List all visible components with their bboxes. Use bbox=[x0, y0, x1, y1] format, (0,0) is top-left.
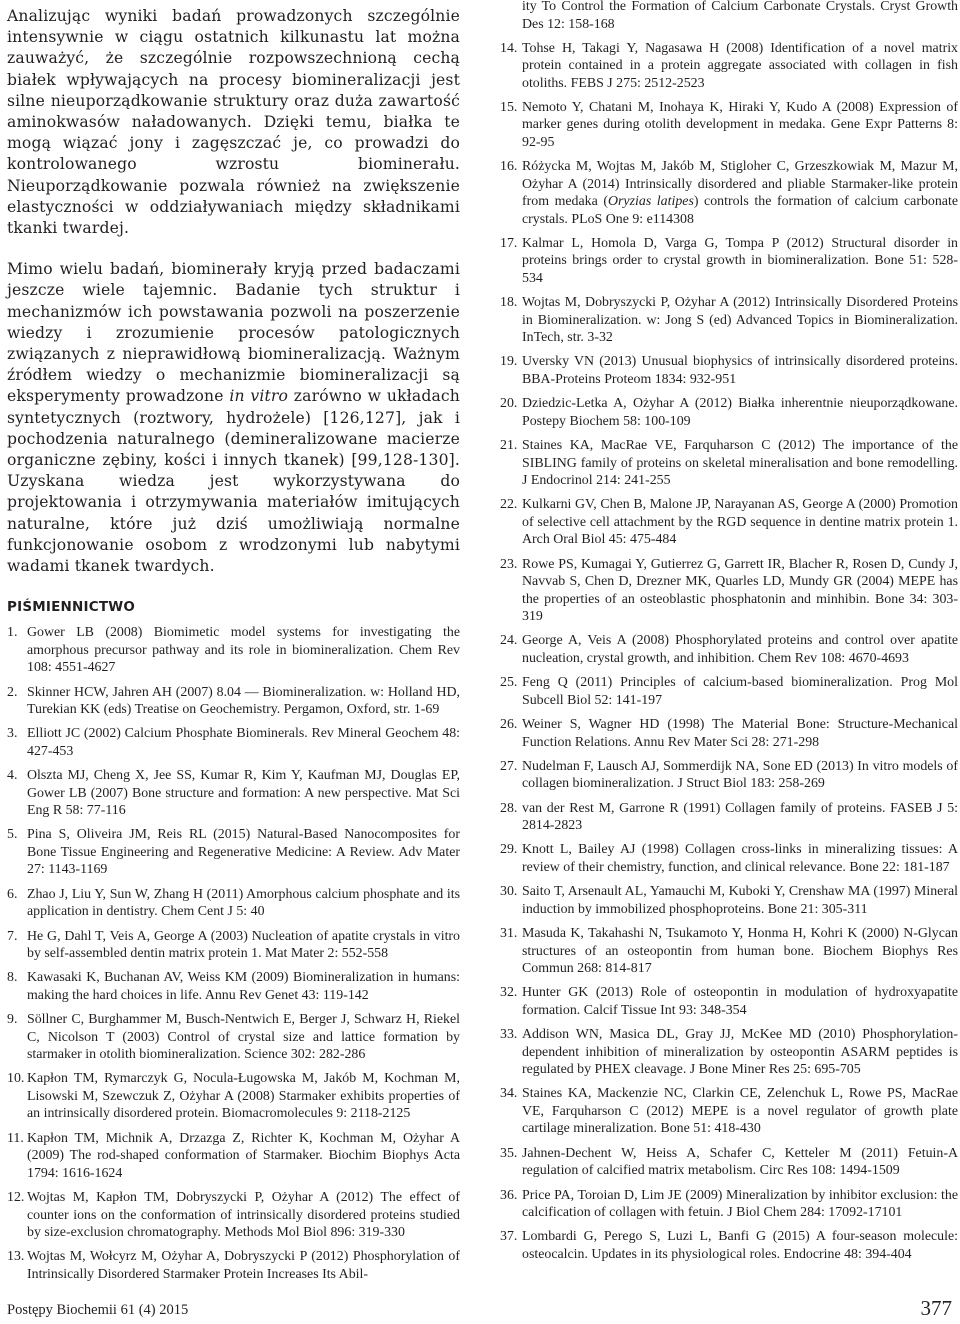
reference-number: 16. bbox=[500, 159, 518, 175]
reference-item bbox=[500, 40, 958, 93]
reference-text: Kawasaki K, Buchanan AV, Weiss KM (2009) Biomineralization in humans: making the hard choices in life. Annu Rev Genet 43: 119-142 bbox=[27, 970, 460, 1003]
reference-number: 10. bbox=[7, 1071, 25, 1087]
reference-item bbox=[500, 1085, 958, 1138]
reference-text: Wojtas M, Dobryszycki P, Ożyhar A (2012) Intrinsically Disordered Proteins in Biomineralization. w: Jong S (ed) Advanced Topics in Biomineralization. InTech, str. 3-32 bbox=[522, 295, 958, 346]
reference-item bbox=[500, 1145, 958, 1180]
reference-item bbox=[7, 624, 460, 677]
reference-text: Gower LB (2008) Biomimetic model systems for investigating the amorphous precursor pathway and its role in biomineralization. Chem Rev 108: 4551-4627 bbox=[27, 625, 460, 676]
reference-item bbox=[500, 674, 958, 709]
reference-text: Uversky VN (2013) Unusual biophysics of intrinsically disordered proteins. BBA-Proteins Proteom 1834: 932-951 bbox=[522, 354, 958, 387]
reference-text: Kapłon TM, Michnik A, Drzazga Z, Richter K, Kochman M, Ożyhar A (2009) The rod-shaped conformation of Starmaker. Biochim Biophys Acta 1794: 1616-1624 bbox=[27, 1130, 460, 1181]
reference-number: 33. bbox=[500, 1027, 518, 1043]
reference-number: 27. bbox=[500, 758, 518, 774]
reference-text: Pina S, Oliveira JM, Reis RL (2015) Natural-Based Nanocomposites for Bone Tissue Engineering and Regenerative Medicine: A Review. Adv Mater 27: 1143-1169 bbox=[27, 827, 460, 878]
reference-number: 24. bbox=[500, 633, 518, 649]
reference-text: Staines KA, MacRae VE, Farquharson C (2012) The importance of the SIBLING family of proteins on skeletal mineralisation and bone remodelling. J Endocrinol 214: 241-255 bbox=[522, 438, 958, 489]
reference-item bbox=[7, 684, 460, 719]
reference-item bbox=[7, 1011, 460, 1064]
reference-number: 3. bbox=[7, 726, 18, 742]
reference-number: 25. bbox=[500, 675, 518, 691]
reference-text: George A, Veis A (2008) Phosphorylated proteins and control over apatite nucleation, crystal growth, and inhibition. Chem Rev 108: 4670-4693 bbox=[522, 633, 958, 666]
reference-item bbox=[500, 984, 958, 1019]
reference-text: Saito T, Arsenault AL, Yamauchi M, Kuboki Y, Crenshaw MA (1997) Mineral induction by immobilized phosphoproteins. Bone 21: 305-311 bbox=[522, 884, 958, 917]
reference-text: Zhao J, Liu Y, Sun W, Zhang H (2011) Amorphous calcium phosphate and its application in dentistry. Chem Cent J 5: 40 bbox=[27, 886, 460, 920]
reference-number: 28. bbox=[500, 800, 518, 816]
reference-number: 23. bbox=[500, 556, 518, 572]
reference-text: Różycka M, Wojtas M, Jakób M, Stigloher C, Grzeszkowiak M, Mazur M, Ożyhar A (2014) Intrinsically disordered and pliable Starmaker-like protein from medaka (Oryzias latipes) controls the formation of calcium carbonate crystals. PLoS One 9: e114308 bbox=[522, 159, 958, 227]
reference-number: 18. bbox=[500, 295, 518, 311]
reference-number: 22. bbox=[500, 497, 518, 513]
reference-text: Lombardi G, Perego S, Luzi L, Banfi G (2015) A four-season molecule: osteocalcin. Updates in its physiological roles. Endocrine 48: 394-404 bbox=[522, 1229, 958, 1262]
reference-number: 2. bbox=[7, 684, 18, 700]
reference-item bbox=[7, 1130, 460, 1183]
reference-item bbox=[500, 883, 958, 918]
reference-text: He G, Dahl T, Veis A, George A (2003) Nucleation of apatite crystals in vitro by self-assembled dentin matrix protein 1. Mat Mater 2: 552-558 bbox=[27, 928, 460, 962]
reference-number: 8. bbox=[7, 970, 18, 986]
reference-text: Wojtas M, Wołcyrz M, Ożyhar A, Dobryszycki P (2012) Phosphorylation of Intrinsically Disordered Starmaker Protein Increases Its Abil- bbox=[27, 1249, 460, 1282]
reference-text: Wojtas M, Kapłon TM, Dobryszycki P, Ożyhar A (2012) The effect of counter ions on the conformation of intrinsically disordered proteins studied by size-exclusion chromatography. Methods Mol Biol 896: 319-330 bbox=[27, 1190, 460, 1241]
reference-text: Staines KA, Mackenzie NC, Clarkin CE, Zelenchuk L, Rowe PS, MacRae VE, Farquharson C (2012) MEPE is a novel regulator of growth plate cartilage mineralization. Bone 51: 418-430 bbox=[522, 1086, 958, 1137]
reference-text: Kulkarni GV, Chen B, Malone JP, Narayanan AS, George A (2000) Promotion of selective cell attachment by the RGD sequence in dentine matrix protein 1. Arch Oral Biol 45: 475-484 bbox=[522, 497, 958, 548]
reference-number: 17. bbox=[500, 235, 518, 251]
reference-text: Dziedzic-Letka A, Ożyhar A (2012) Białka inherentnie nieuporządkowane. Postepy Biochem 58: 100-109 bbox=[522, 396, 958, 429]
reference-text: Addison WN, Masica DL, Gray JJ, McKee MD (2010) Phosphorylation-dependent inhibition of mineralization by osteopontin ASARM peptides is regulated by PHEX cleavage. J Bone Miner Res 25: 695-705 bbox=[522, 1027, 958, 1078]
reference-item bbox=[500, 353, 958, 388]
reference-item bbox=[500, 556, 958, 626]
reference-item bbox=[500, 758, 958, 793]
reference-item bbox=[500, 235, 958, 288]
reference-number: 34. bbox=[500, 1086, 518, 1102]
reference-number: 30. bbox=[500, 884, 518, 900]
reference-number: 9. bbox=[7, 1012, 18, 1028]
reference-text: Masuda K, Takahashi N, Tsukamoto Y, Honma H, Kohri K (2000) N-Glycan structures of an osteopontin from human bone. Biochem Biophys Res Commun 268: 814-817 bbox=[522, 926, 958, 977]
right-column bbox=[500, 0, 958, 1270]
reference-item bbox=[7, 725, 460, 760]
reference-item bbox=[500, 395, 958, 430]
reference-continuation bbox=[500, 0, 958, 33]
reference-number: 36. bbox=[500, 1187, 518, 1203]
reference-item bbox=[500, 925, 958, 978]
reference-item bbox=[500, 437, 958, 490]
left-column bbox=[7, 0, 460, 1290]
reference-item bbox=[500, 841, 958, 876]
reference-item bbox=[7, 1189, 460, 1242]
reference-number: 31. bbox=[500, 926, 518, 942]
reference-number: 7. bbox=[7, 928, 18, 944]
reference-number: 19. bbox=[500, 354, 518, 370]
reference-item bbox=[500, 496, 958, 549]
reference-text: ity To Control the Formation of Calcium Carbonate Crystals. Cryst Growth Des 12: 158-168 bbox=[522, 0, 958, 32]
reference-number: 13. bbox=[7, 1249, 25, 1265]
reference-number: 11. bbox=[7, 1130, 24, 1146]
references-heading: PIŚMIENNICTWO bbox=[7, 599, 136, 616]
reference-text: Tohse H, Takagi Y, Nagasawa H (2008) Identification of a novel matrix protein contained in a protein aggregate associated with collagen in fish otoliths. FEBS J 275: 2512-2523 bbox=[522, 40, 958, 91]
reference-item bbox=[7, 1248, 460, 1283]
references-list-left bbox=[7, 624, 460, 1283]
reference-text: Nemoto Y, Chatani M, Inohaya K, Hiraki Y, Kudo A (2008) Expression of marker genes during otolith development in medaka. Gene Expr Patterns 8: 92-95 bbox=[522, 99, 958, 150]
references-list-right bbox=[500, 40, 958, 1264]
reference-number: 4. bbox=[7, 768, 18, 784]
reference-number: 26. bbox=[500, 717, 518, 733]
reference-text: Rowe PS, Kumagai Y, Gutierrez G, Garrett IR, Blacher R, Rosen D, Cundy J, Navvab S, Chen D, Drezner MK, Quarles LD, Mundy GR (2004) MEPE has the properties of an osteoblastic phosphatonin and minhibin. Bone 34: 303-319 bbox=[522, 556, 958, 625]
reference-item bbox=[500, 1187, 958, 1222]
reference-number: 21. bbox=[500, 438, 518, 454]
reference-text: Elliott JC (2002) Calcium Phosphate Biominerals. Rev Mineral Geochem 48: 427-453 bbox=[27, 726, 460, 759]
reference-number: 35. bbox=[500, 1145, 518, 1161]
reference-number: 15. bbox=[500, 99, 518, 115]
reference-number: 20. bbox=[500, 396, 518, 412]
reference-number: 29. bbox=[500, 842, 518, 858]
reference-text: Weiner S, Wagner HD (1998) The Material Bone: Structure-Mechanical Function Relations. Annu Rev Mater Sci 28: 271-298 bbox=[522, 717, 958, 750]
reference-text: Feng Q (2011) Principles of calcium-based biomineralization. Prog Mol Subcell Biol 52: 141-197 bbox=[522, 675, 958, 708]
reference-item bbox=[7, 767, 460, 820]
footer-journal: Postępy Biochemii 61 (4) 2015 bbox=[7, 1302, 189, 1318]
reference-text: Söllner C, Burghammer M, Busch-Nentwich E, Berger J, Schwarz H, Riekel C, Nicolson T (2003) Control of crystal size and lattice formation by starmaker in otolith biomineralization. Science 302: 282-286 bbox=[27, 1012, 460, 1063]
reference-item bbox=[500, 1228, 958, 1263]
reference-item bbox=[7, 1070, 460, 1123]
reference-text: Jahnen-Dechent W, Heiss A, Schafer C, Ketteler M (2011) Fetuin-A regulation of calcified matrix metabolism. Circ Res 108: 1494-1509 bbox=[522, 1145, 958, 1179]
reference-number: 6. bbox=[7, 886, 18, 902]
reference-item bbox=[7, 826, 460, 879]
reference-number: 12. bbox=[7, 1190, 25, 1206]
reference-item bbox=[500, 800, 958, 835]
reference-number: 14. bbox=[500, 40, 518, 56]
body-paragraph: Mimo wielu badań, biominerały kryją przed badaczami jeszcze wiele tajemnic. Badanie tych struktur i mechanizmów ich powstawania pozwoli na poszerzenie wiedzy i zrozumienie procesów patologicznych związanych z nieprawidłową biomineralizacją. Ważnym źródłem wiedzy o mechanizmie biomineralizacji są eksperymenty prowadzone in vitro zarówno w układach syntetycznych (roztwory, hydrożele) [126,127], jak i pochodzenia naturalnego (demineralizowane macierze organiczne zębiny, kości i innych tkanek) [99,128-130]. Uzyskana wiedza jest wykorzystywana do projektowania i otrzymywania materiałów imitujących naturalne, które już dziś umożliwiają normalne funkcjonowanie osobom z wrodzonymi lub nabytymi wadami tkanek twardych. bbox=[7, 260, 460, 576]
reference-text: van der Rest M, Garrone R (1991) Collagen family of proteins. FASEB J 5: 2814-2823 bbox=[522, 800, 958, 834]
reference-item bbox=[500, 1026, 958, 1079]
reference-text: Knott L, Bailey AJ (1998) Collagen cross-links in mineralizing tissues: A review of their chemistry, function, and clinical relevance. Bone 22: 181-187 bbox=[522, 842, 958, 875]
reference-number: 32. bbox=[500, 985, 518, 1001]
page-number: 377 bbox=[920, 1296, 952, 1320]
reference-number: 5. bbox=[7, 827, 18, 843]
reference-item bbox=[7, 886, 460, 921]
reference-item bbox=[500, 99, 958, 152]
reference-number: 37. bbox=[500, 1229, 518, 1245]
reference-text: Nudelman F, Lausch AJ, Sommerdijk NA, Sone ED (2013) In vitro models of collagen biomineralization. J Struct Biol 183: 258-269 bbox=[522, 758, 958, 792]
reference-item bbox=[500, 158, 958, 228]
reference-text: Skinner HCW, Jahren AH (2007) 8.04 — Biomineralization. w: Holland HD, Turekian KK (eds) Treatise on Geochemistry. Pergamon, Oxford, str. 1-69 bbox=[27, 684, 460, 718]
reference-item bbox=[7, 928, 460, 963]
reference-text: Olszta MJ, Cheng X, Jee SS, Kumar R, Kim Y, Kaufman MJ, Douglas EP, Gower LB (2007) Bone structure and formation: A new perspective. Mat Sci Eng R 58: 77-116 bbox=[27, 768, 460, 819]
reference-text: Hunter GK (2013) Role of osteopontin in modulation of hydroxyapatite formation. Calcif Tissue Int 93: 348-354 bbox=[522, 985, 958, 1018]
reference-text: Price PA, Toroian D, Lim JE (2009) Mineralization by inhibitor exclusion: the calcification of collagen with fetuin. J Biol Chem 284: 17092-17101 bbox=[522, 1187, 958, 1221]
reference-item bbox=[7, 969, 460, 1004]
reference-text: Kapłon TM, Rymarczyk G, Nocula-Ługowska M, Jakób M, Kochman M, Lisowski M, Szewczuk Z, Ożyhar A (2008) Starmaker exhibits properties of an intrinsically disordered protein. Biomacromolecules 9: 2118-2125 bbox=[27, 1071, 460, 1122]
reference-text: Kalmar L, Homola D, Varga G, Tompa P (2012) Structural disorder in proteins brings order to crystal growth in biomineralization. Bone 51: 528-534 bbox=[522, 235, 958, 286]
reference-item bbox=[500, 716, 958, 751]
body-paragraph: Analizując wyniki badań prowadzonych szczególnie intensywnie w ciągu ostatnich kilkunastu lat można zauważyć, że szczególnie rozpowszechnioną cechą białek wpływających na procesy biomineralizacji jest silne nieuporządkowanie struktury oraz duża zawartość aminokwasów naładowanych. Dzięki temu, białka te mogą wiązać jony i zagęszczać je, co prowadzi do kontrolowanego wzrostu biominerału. Nieuporządkowanie pozwala również na zwiększenie elastyczności w oddziaływaniach między składnikami tkanki twardej. bbox=[7, 7, 460, 238]
reference-item bbox=[500, 294, 958, 347]
reference-item bbox=[500, 632, 958, 667]
reference-number: 1. bbox=[7, 625, 18, 641]
